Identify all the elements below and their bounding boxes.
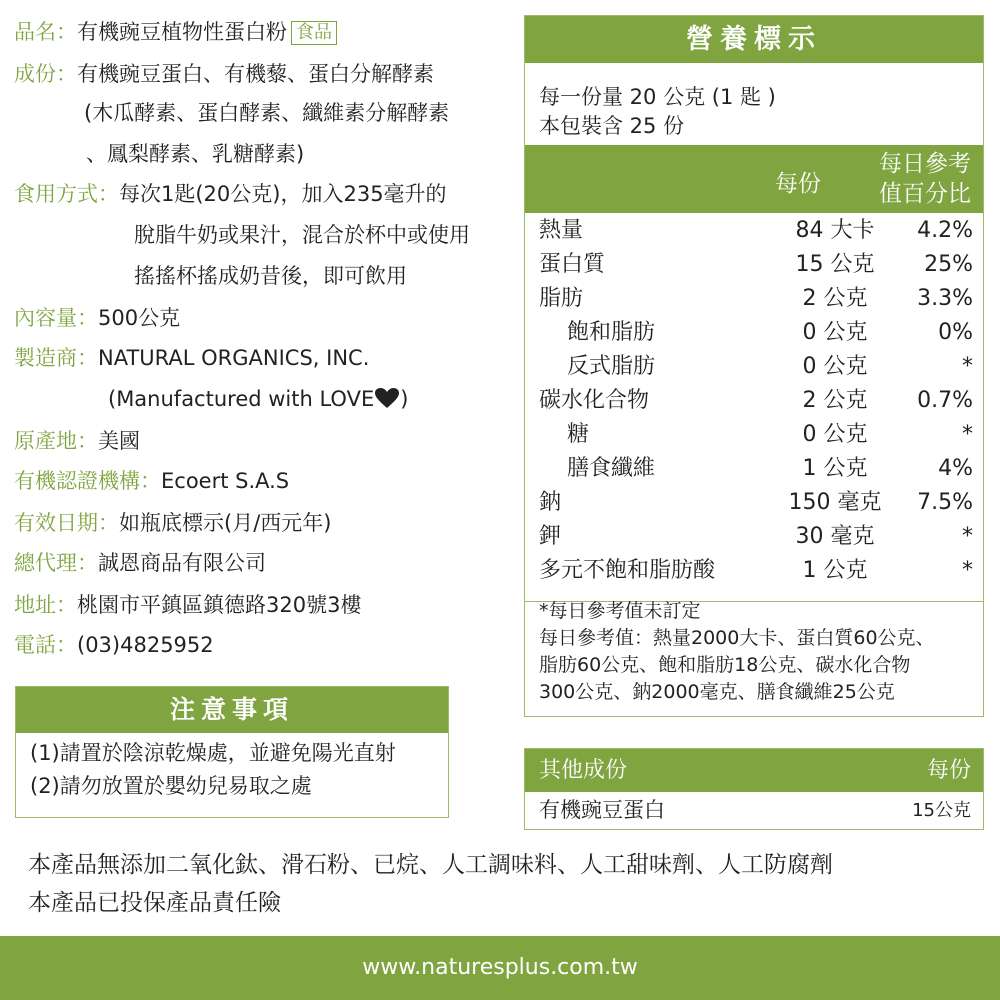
nutrient-name: 碳水化合物 xyxy=(539,388,650,413)
caution-item-2: (2)請勿放置於嬰幼兒易取之處 xyxy=(30,774,312,798)
cert-line xyxy=(14,467,289,495)
nutrient-amount: 2 公克 xyxy=(802,388,868,413)
agent-value: 誠恩商品有限公司 xyxy=(98,551,266,575)
content-value: 500公克 xyxy=(98,306,181,330)
other-ingredients-row xyxy=(525,792,983,829)
nutrient-amount: 84 大卡 xyxy=(795,218,875,243)
nutrient-name: 飽和脂肪 xyxy=(567,320,656,345)
no-additives-statement: 本產品無添加二氧化鈦、滑石粉、已烷、人工調味料、人工甜味劑、人工防腐劑 xyxy=(28,852,833,878)
content-label: 內容量： xyxy=(14,306,98,330)
nutrient-amount: 1 公克 xyxy=(802,558,868,583)
nutrient-name: 鈉 xyxy=(539,490,562,515)
product-name-line xyxy=(14,18,337,46)
nutrition-row xyxy=(525,452,983,486)
nutrition-row xyxy=(525,316,983,350)
daily-value-header-line-2: 值百分比 xyxy=(879,181,971,207)
maker-note-open: (Manufactured with LOVE xyxy=(108,387,375,411)
nutrition-note-line-1: *每日參考值未訂定 xyxy=(539,600,701,622)
address-label: 地址： xyxy=(14,593,77,617)
ingredients-line-3: 、鳳梨酵素、乳糖酵素) xyxy=(86,142,305,166)
nutrient-name: 多元不飽和脂肪酸 xyxy=(539,558,716,583)
nutrition-note xyxy=(539,598,935,706)
address-value: 桃園市平鎮區鎮德路320號3樓 xyxy=(77,593,362,617)
cert-value: Ecoert S.A.S xyxy=(161,469,290,493)
nutrient-daily-value: * xyxy=(962,524,973,549)
usage-line-1 xyxy=(14,180,447,208)
footer-bar xyxy=(0,936,1000,1000)
origin-label: 原產地： xyxy=(14,429,98,453)
nutrient-amount: 1 公克 xyxy=(802,456,868,481)
usage-label: 食用方式： xyxy=(14,182,119,206)
cert-label: 有機認證機構： xyxy=(14,469,161,493)
nutrient-daily-value: 4% xyxy=(938,456,973,481)
nutrient-daily-value: 7.5% xyxy=(917,490,973,515)
expiry-value: 如瓶底標示(月/西元年) xyxy=(119,511,332,535)
nutrient-name: 蛋白質 xyxy=(539,252,606,277)
daily-value-header-line-1: 每日參考 xyxy=(879,151,971,177)
product-name: 有機豌豆植物性蛋白粉 xyxy=(77,20,287,44)
nutrition-table xyxy=(524,15,984,717)
maker-note-close: ) xyxy=(400,387,409,411)
nutrient-amount: 150 毫克 xyxy=(788,490,882,515)
daily-value-header xyxy=(879,149,971,209)
nutrient-daily-value: * xyxy=(962,354,973,379)
nutrient-daily-value: 3.3% xyxy=(917,286,973,311)
nutrient-daily-value: 4.2% xyxy=(917,218,973,243)
usage-line-3: 搖搖杯搖成奶昔後，即可飲用 xyxy=(134,264,407,288)
maker-note xyxy=(108,385,408,416)
caution-item-1: (1)請置於陰涼乾燥處，並避免陽光直射 xyxy=(30,741,396,765)
maker-line xyxy=(14,344,369,372)
other-ingredients-header xyxy=(525,749,983,792)
nutrient-amount: 30 毫克 xyxy=(795,524,875,549)
address-line xyxy=(14,591,361,619)
nutrient-name: 熱量 xyxy=(539,218,584,243)
nutrient-name: 鉀 xyxy=(539,524,562,549)
nutrient-daily-value: 0.7% xyxy=(917,388,973,413)
nutrient-name: 膳食纖維 xyxy=(567,456,656,481)
nutrient-name: 脂肪 xyxy=(539,286,584,311)
agent-label: 總代理： xyxy=(14,551,98,575)
insurance-statement: 本產品已投保產品責任險 xyxy=(28,890,281,916)
expiry-line xyxy=(14,509,331,537)
nutrition-column-header xyxy=(525,145,983,213)
nutrition-row xyxy=(525,554,983,588)
nutrition-row xyxy=(525,350,983,384)
servings-per-pack: 本包裝含 25 份 xyxy=(539,114,685,138)
other-ingredient-amount: 15公克 xyxy=(912,800,971,821)
food-tag: 食品 xyxy=(291,21,337,45)
nutrient-daily-value: * xyxy=(962,558,973,583)
other-ingredients-title: 其他成份 xyxy=(539,758,628,783)
usage-text-1: 每次1匙(20公克)，加入235毫升的 xyxy=(119,182,447,206)
heart-icon xyxy=(374,387,400,416)
nutrient-daily-value: 25% xyxy=(924,252,973,277)
nutrient-name: 反式脂肪 xyxy=(567,354,656,379)
phone-label: 電話： xyxy=(14,633,77,657)
nutrient-amount: 0 公克 xyxy=(802,422,868,447)
expiry-label: 有效日期： xyxy=(14,511,119,535)
content-line xyxy=(14,304,180,332)
serving-size: 每一份量 20 公克 (1 匙 ) xyxy=(539,85,776,109)
caution-title: 注意事項 xyxy=(16,687,448,733)
nutrition-note-line-3: 脂肪60公克、飽和脂肪18公克、碳水化合物 xyxy=(539,654,911,676)
ingredients-line-1 xyxy=(14,60,434,88)
nutrient-amount: 0 公克 xyxy=(802,320,868,345)
other-ingredients-table xyxy=(524,748,984,830)
nutrition-row xyxy=(525,418,983,452)
nutrition-title: 營養標示 xyxy=(525,16,983,63)
ingredients-line-2: (木瓜酵素、蛋白酵素、纖維素分解酵素 xyxy=(84,101,450,125)
nutrition-row xyxy=(525,282,983,316)
nutrient-name: 糖 xyxy=(567,422,590,447)
nutrition-row xyxy=(525,486,983,520)
nutrition-row xyxy=(525,214,983,248)
origin-line xyxy=(14,427,140,455)
nutrition-row xyxy=(525,520,983,554)
other-ingredient-name: 有機豌豆蛋白 xyxy=(539,798,665,822)
nutrient-amount: 2 公克 xyxy=(802,286,868,311)
agent-line xyxy=(14,549,266,577)
usage-line-2: 脫脂牛奶或果汁，混合於杯中或使用 xyxy=(134,223,470,247)
maker-label: 製造商： xyxy=(14,346,98,370)
nutrition-row xyxy=(525,248,983,282)
nutrient-daily-value: * xyxy=(962,422,973,447)
website-link[interactable]: www.naturesplus.com.tw xyxy=(362,955,638,980)
nutrient-amount: 0 公克 xyxy=(802,354,868,379)
other-ingredients-column: 每份 xyxy=(926,758,971,783)
ingredients-label: 成份： xyxy=(14,62,77,86)
nutrient-amount: 15 公克 xyxy=(795,252,875,277)
phone-value: (03)4825952 xyxy=(77,633,214,657)
nutrition-note-line-4: 300公克、鈉2000毫克、膳食纖維25公克 xyxy=(539,681,895,703)
product-name-label: 品名： xyxy=(14,20,77,44)
nutrition-row xyxy=(525,384,983,418)
nutrient-daily-value: 0% xyxy=(938,320,973,345)
ingredients-text-1: 有機豌豆蛋白、有機藜、蛋白分解酵素 xyxy=(77,62,434,86)
maker-value: NATURAL ORGANICS, INC. xyxy=(98,346,370,370)
per-serving-header: 每份 xyxy=(775,171,821,197)
caution-box xyxy=(15,686,449,818)
origin-value: 美國 xyxy=(98,429,140,453)
nutrition-note-line-2: 每日參考值：熱量2000大卡、蛋白質60公克、 xyxy=(539,627,935,649)
phone-line xyxy=(14,631,214,659)
